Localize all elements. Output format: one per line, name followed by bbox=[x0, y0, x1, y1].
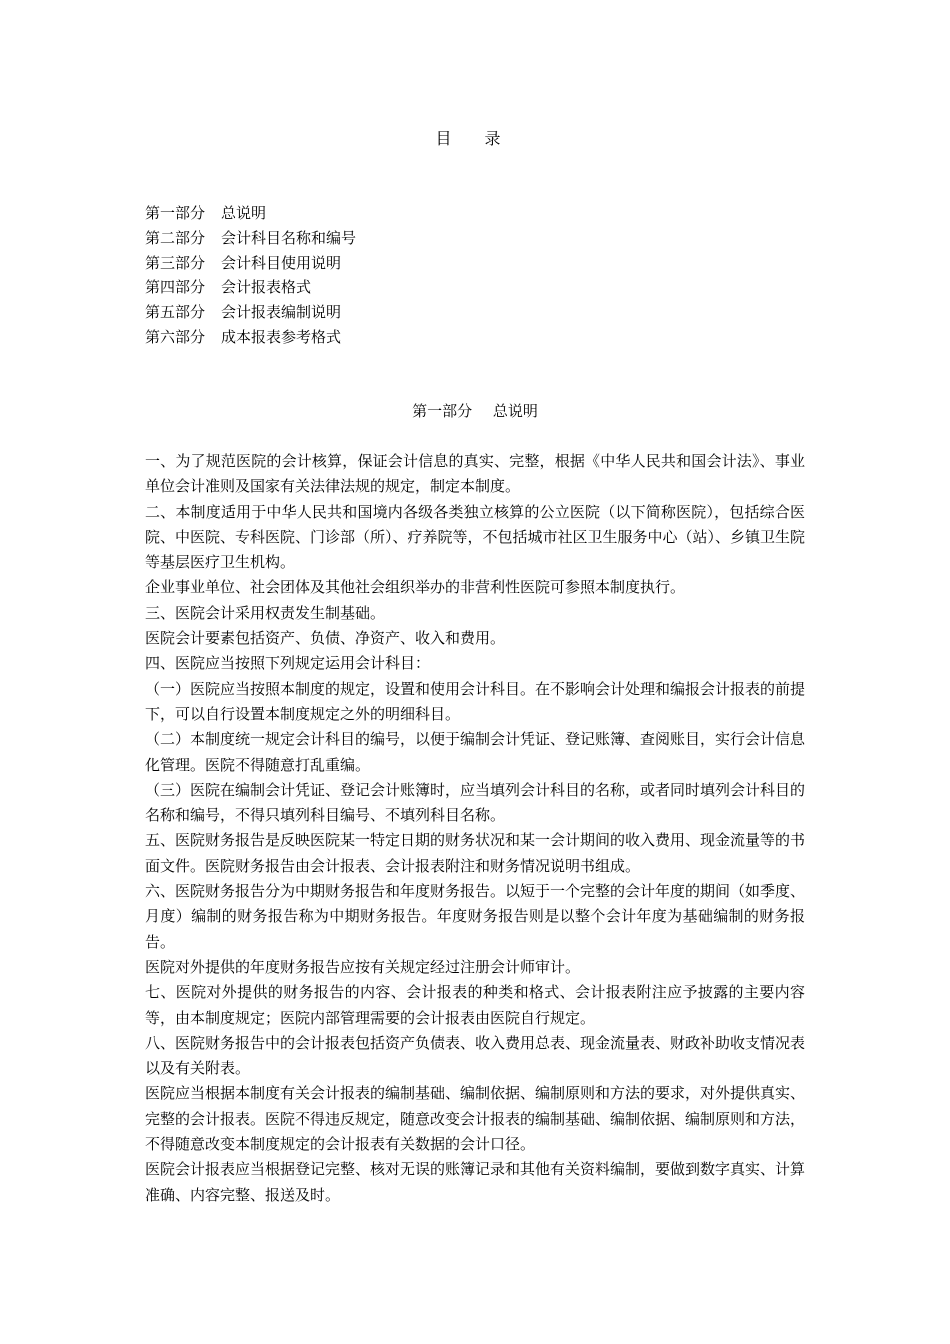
toc-item-name: 会计科目使用说明 bbox=[221, 253, 342, 272]
toc-item-part: 第三部分 bbox=[145, 253, 206, 272]
toc-item[interactable] bbox=[145, 201, 805, 226]
paragraph: 一、为了规范医院的会计核算，保证会计信息的真实、完整，根据《中华人民共和国会计法》、事业单位会计准则及国家有关法律法规的规定，制定本制度。 bbox=[145, 452, 805, 496]
toc-item-part: 第六部分 bbox=[145, 327, 206, 346]
toc-item[interactable] bbox=[145, 300, 805, 325]
toc-item[interactable] bbox=[145, 325, 805, 350]
toc-item-part: 第一部分 bbox=[145, 204, 206, 222]
paragraph: （三）医院在编制会计凭证、登记会计账簿时，应当填列会计科目的名称，或者同时填列会计科目的名称和编号，不得只填列科目编号、不填列科目名称。 bbox=[145, 780, 806, 825]
toc-item-part: 第五部分 bbox=[145, 303, 206, 322]
toc-item-part: 第四部分 bbox=[145, 278, 206, 297]
paragraph: 四、医院应当按照下列规定运用会计科目： bbox=[145, 654, 431, 673]
toc-item[interactable] bbox=[145, 226, 805, 251]
paragraph: 二、本制度适用于中华人民共和国境内各级各类独立核算的公立医院（以下简称医院），包括综合医院、中医院、专科医院、门诊部（所）、疗养院等，不包括城市社区卫生服务中心（站）、乡镇卫生院等基层医疗卫生机构。 bbox=[145, 502, 806, 572]
paragraph: 六、医院财务报告分为中期财务报告和年度财务报告。以短于一个完整的会计年度的期间（如季度、月度）编制的财务报告称为中期财务报告。年度财务报告则是以整个会计年度为基础编制的财务报告。 bbox=[145, 882, 806, 951]
paragraph: 八、医院财务报告中的会计报表包括资产负债表、收入费用总表、现金流量表、财政补助收支情况表以及有关附表。 bbox=[145, 1033, 806, 1078]
paragraph: （一）医院应当按照本制度的规定，设置和使用会计科目。在不影响会计处理和编报会计报表的前提下，可以自行设置本制度规定之外的明细科目。 bbox=[145, 679, 806, 723]
paragraph: 企业事业单位、社会团体及其他社会组织举办的非营利性医院可参照本制度执行。 bbox=[145, 578, 686, 597]
table-of-contents bbox=[145, 201, 805, 350]
toc-item-name: 总说明 bbox=[221, 204, 267, 222]
toc-item[interactable] bbox=[145, 251, 805, 276]
paragraph: 五、医院财务报告是反映医院某一特定日期的财务状况和某一会计期间的收入费用、现金流量等的书面文件。医院财务报告由会计报表、会计报表附注和财务情况说明书组成。 bbox=[145, 831, 806, 875]
toc-title: 目 录 bbox=[435, 129, 515, 148]
toc-item-name: 会计科目名称和编号 bbox=[221, 228, 357, 247]
paragraph: 医院会计报表应当根据登记完整、核对无误的账簿记录和其他有关资料编制，要做到数字真实、计算准确、内容完整、报送及时。 bbox=[145, 1160, 806, 1204]
paragraph: 医院会计要素包括资产、负债、净资产、收入和费用。 bbox=[145, 629, 506, 648]
section-body bbox=[145, 449, 805, 1208]
paragraph: 医院应当根据本制度有关会计报表的编制基础、编制依据、编制原则和方法的要求，对外提供真实、完整的会计报表。医院不得违反规定，随意改变会计报表的编制基础、编制依据、编制原则和方法，不得随意改变本制度规定的会计报表有关数据的会计口径。 bbox=[145, 1084, 806, 1154]
paragraph: 七、医院对外提供的财务报告的内容、会计报表的种类和格式、会计报表附注应予披露的主要内容等，由本制度规定；医院内部管理需要的会计报表由医院自行规定。 bbox=[145, 983, 805, 1027]
paragraph: （二）本制度统一规定会计科目的编号，以便于编制会计凭证、登记账簿、查阅账目，实行会计信息化管理。医院不得随意打乱重编。 bbox=[145, 730, 806, 774]
toc-item-name: 成本报表参考格式 bbox=[221, 327, 342, 346]
toc-item-name: 会计报表格式 bbox=[221, 278, 312, 297]
section-title: 第一部分 总说明 bbox=[412, 402, 538, 420]
paragraph: 三、医院会计采用权责发生制基础。 bbox=[145, 603, 386, 622]
toc-item-name: 会计报表编制说明 bbox=[221, 303, 342, 322]
toc-item[interactable] bbox=[145, 275, 805, 300]
toc-item-part: 第二部分 bbox=[145, 228, 206, 247]
paragraph: 医院对外提供的年度财务报告应按有关规定经过注册会计师审计。 bbox=[145, 957, 581, 976]
